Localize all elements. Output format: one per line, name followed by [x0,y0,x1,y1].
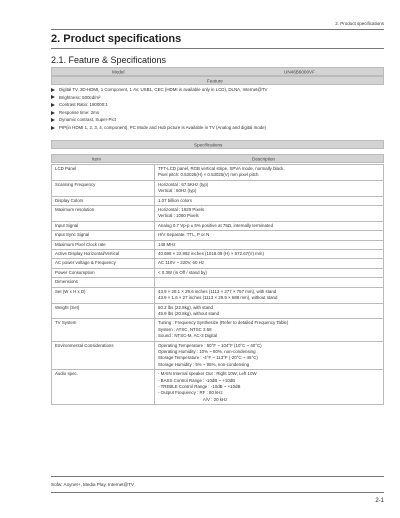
spec-description [155,206,384,222]
spec-description-line: Operating Humidity : 10% ~ 80%, non-condensing [158,348,256,354]
model-label: Model [112,69,125,74]
feature-list [51,86,384,132]
running-header: 2. Product specifications [335,21,384,26]
specifications-label: Specifications [194,142,223,147]
title-rule [51,48,384,49]
spec-description-line: 43.9 × 28.1 × 29.6 inches (1113 × 277 × 757 mm), with stand [158,288,277,294]
bullet-triangle-icon [51,126,55,130]
spec-description [155,180,384,196]
spec-description-line: H/V Separate, TTL, P or N [158,232,210,238]
spec-description-line: Horizontal : 67.5KHz (typ) [158,181,209,187]
spec-row [52,370,384,405]
spec-description [155,196,384,205]
bullet-triangle-icon [51,95,55,99]
bullet-triangle-icon [51,103,55,107]
bullet-triangle-icon [51,111,55,115]
section-subtitle: 2.1. Feature & Specifications [51,55,167,65]
spec-description-line: 1.07 billion colors [158,197,192,203]
feature-item: Contrast Ratio: 150000:1 [51,101,384,109]
spec-description-line: Vertical : 60Hz (typ) [158,188,197,194]
spec-description [155,278,384,287]
spec-description-line: Sound : NTSC-M, AC-3 Digital [158,333,218,339]
spec-row [52,165,384,181]
spec-description-line: < 0.3W (in Off / stand by) [158,269,207,275]
spec-description [155,341,384,370]
spec-item: Weight (Set) [52,303,155,319]
spec-description-line: Storage Temperature : -4°F ~ 113°F (-20°C ~ 45°C) [158,355,258,361]
item-header: Item [92,156,101,161]
spec-description-line: A/V : 20 kHz [158,396,228,402]
spec-row [52,250,384,259]
spec-description-line: Analog 0.7 Vp-p ± 5% positive at 75Ω, internally terminated [158,222,274,228]
spec-description-line: TFT-LCD panel, RGB vertical stripe, SPVA mode, normally black, [158,166,285,171]
spec-row [52,319,384,341]
spec-description-line: 50.2 lbs (22.8kg), with stand [158,304,213,310]
description-header: Description [252,156,275,161]
spec-description [155,240,384,249]
spec-row [52,268,384,277]
spec-row [52,231,384,240]
spec-row [52,278,384,287]
spec-row [52,287,384,303]
model-value: UN46B6000VF [284,69,315,74]
spec-item: Power Consumption [52,268,155,277]
spec-header-row [51,154,384,163]
spec-item: Maximum resolution [52,206,155,222]
spec-description-line: - Output Frequency : RF : 80 kHz [158,390,223,396]
spec-row [52,221,384,230]
bullet-triangle-icon [51,118,55,122]
model-bar [51,67,384,76]
spec-item: Set (W x H x D) [52,287,155,303]
spec-description [155,259,384,268]
spec-description-line: 148 MHz [158,241,176,247]
feature-item: Digital TV, 3D-HDMI, 1 Component, 1 AV, USB1, CEC (HDMI is available only in LCD), DLNA, Internet@TV [51,86,384,94]
spec-row [52,259,384,268]
header-rule [51,29,384,30]
spec-item: Audio spec. [52,370,155,405]
feature-item: Dynamic contrast, Super-Pict [51,116,384,124]
spec-description-line: 43.9 × 1.6 × 27 inches (1113 × 29.9 × 688 mm), without stand [158,295,278,301]
spec-description-line: Tuning : Frequency Synthesize (Refer to detailed Frequency Table) [158,320,289,326]
spec-description [155,370,384,405]
feature-item: PIP(in HDMI 1, 2, 3, 4, component), PC Mode and Hub picture is Available in TV (Analog and digital mode) [51,124,384,132]
spec-description-line: - TREBLE Control Range : -10dB ~ +10dB [158,383,241,389]
spec-description-line: Horizontal : 1920 Pixels [158,207,205,213]
footer-note: Sofw: Anynet+, Media Play, Internet@TV [51,482,135,487]
spec-description [155,319,384,341]
feature-item: Response time: 2ms [51,109,384,117]
spec-item: Scanning Frequency [52,180,155,196]
bottom-rule [51,492,384,493]
spec-description [155,287,384,303]
page-number: 2-1 [375,498,384,504]
spec-description-line: Storage Humidity : 5% ~ 95%, non-condensing [158,361,250,367]
spec-row [52,240,384,249]
feature-item: Brightness: 500cd/m² [51,94,384,102]
spec-item: Input Signal [52,221,155,230]
spec-row [52,341,384,370]
spec-description [155,165,384,181]
spec-item: Maximum Pixel Clock rate [52,240,155,249]
spec-row [52,196,384,205]
spec-description [155,221,384,230]
spec-description-line: 40.698 × 22.892 inches (1018.08 (H) × 572.67(V) mm) [158,251,264,257]
spec-description-line: 45.9 lbs (20.8kg), without stand [158,310,220,316]
spec-row [52,303,384,319]
spec-item: TV System [52,319,155,341]
specifications-bar [51,140,384,149]
spec-item: Display Colors [52,196,155,205]
feature-bar [51,76,384,85]
page-title: 2. Product specifications [51,33,182,45]
spec-description [155,250,384,259]
spec-item: Environmental Considerations [52,341,155,370]
spec-description [155,268,384,277]
spec-description-line: Vertical : 1080 Pixels [158,213,199,219]
spec-description [155,231,384,240]
spec-description [155,303,384,319]
spec-item: Dimensions [52,278,155,287]
spec-description-line: - BASS Control Range : -10dB ~ +10dB [158,377,236,383]
spec-row [52,180,384,196]
spec-item: LCD Panel [52,165,155,181]
spec-row [52,206,384,222]
spec-description-line: Operating Temperature : 50°F ~ 104°F (10°C ~ 40°C) [158,342,262,348]
spec-item: Input Sync Signal [52,231,155,240]
spec-description-line: System : ATSC, NTSC 3.58 [158,326,212,332]
spec-description-line: AC 110V ~ 220V, 60 Hz [158,260,205,266]
spec-description-line: - MAIN Internal speaker Out : Right 10W, Left 10W [158,371,257,377]
feature-label: Feature [207,78,223,83]
spec-table [51,164,384,405]
bullet-triangle-icon [51,88,55,92]
spec-item: Active Display Horizontal/Vertical [52,250,155,259]
footer-rule [51,476,384,477]
spec-description-line: Pixel pitch: 0.53025(H) × 0.53025(V) mm pixel pitch [158,172,259,178]
spec-item: AC power voltage & Frequency [52,259,155,268]
